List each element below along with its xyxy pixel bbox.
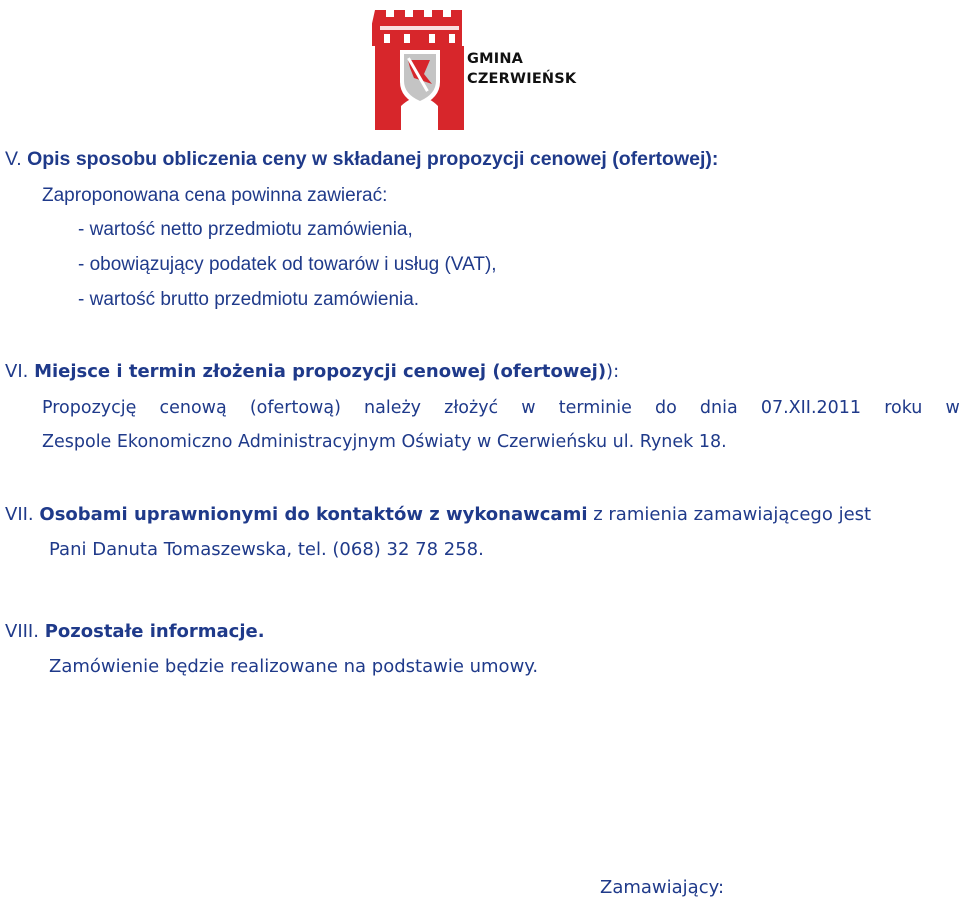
section-vi-body-line-1 xyxy=(42,396,960,420)
word: w xyxy=(521,398,536,418)
section-viii-body: Zamówienie będzie realizowane na podstawie umowy. xyxy=(49,656,539,677)
section-title: Pozostałe informacje. xyxy=(44,621,265,642)
section-number: VIII. xyxy=(5,621,39,642)
section-vii-heading xyxy=(5,503,960,527)
word: do xyxy=(654,398,677,418)
word: 07.XII.2011 xyxy=(760,398,862,418)
section-vi-body-line-2: Zespole Ekonomiczno Administracyjnym Oświaty w Czerwieńsku ul. Rynek 18. xyxy=(42,432,727,452)
word: roku xyxy=(884,398,923,418)
section-title: Opis sposobu obliczenia ceny w składanej propozycji cenowej (ofertowej): xyxy=(27,148,719,170)
word: (ofertową) xyxy=(249,398,341,418)
municipality-logo xyxy=(372,4,587,130)
section-number: VI. xyxy=(5,361,29,382)
section-viii-heading xyxy=(5,620,960,644)
section-number: V. xyxy=(5,148,22,170)
signature-label: Zamawiający: xyxy=(600,877,725,898)
section-v-heading xyxy=(5,147,960,171)
word: Propozycję xyxy=(42,398,137,418)
section-title: Miejsce i termin złożenia propozycji cenowej (ofertowej) xyxy=(34,361,607,382)
word: terminie xyxy=(558,398,632,418)
coat-of-arms-icon xyxy=(372,4,467,130)
word: cenową xyxy=(159,398,227,418)
list-item: - wartość netto przedmiotu zamówienia, xyxy=(78,219,413,240)
word: złożyć xyxy=(444,398,499,418)
word: należy xyxy=(364,398,422,418)
logo-line-1: GMINA xyxy=(467,51,524,67)
list-item: - wartość brutto przedmiotu zamówienia. xyxy=(78,289,420,310)
section-title-suffix: ): xyxy=(606,361,620,382)
section-vii-contact: Pani Danuta Tomaszewska, tel. (068) 32 78 258. xyxy=(49,539,484,560)
list-item: - obowiązujący podatek od towarów i usług (VAT), xyxy=(78,254,497,275)
logo-line-2: CZERWIEŃSK xyxy=(467,71,577,87)
section-v-intro: Zaproponowana cena powinna zawierać: xyxy=(42,185,388,206)
word: dnia xyxy=(699,398,738,418)
word: w xyxy=(945,398,960,418)
section-vi-heading xyxy=(5,360,960,384)
section-number: VII. xyxy=(5,504,34,525)
section-title-rest: z ramienia zamawiającego jest xyxy=(587,504,872,525)
section-title: Osobami uprawnionymi do kontaktów z wykonawcami xyxy=(39,504,588,525)
